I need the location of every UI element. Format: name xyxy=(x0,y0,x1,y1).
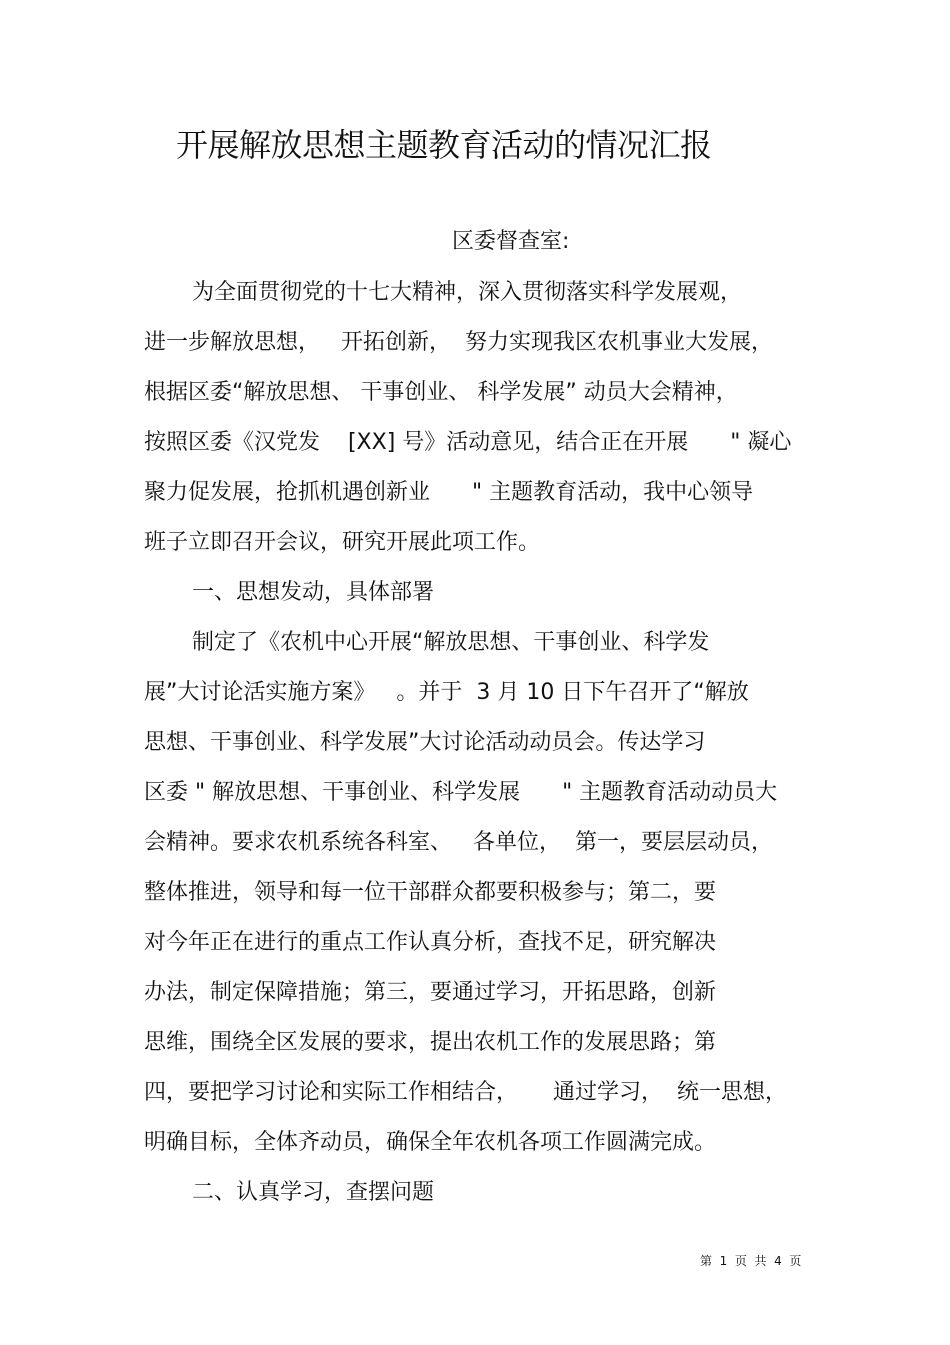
document-title: 开展解放思想主题教育活动的情况汇报 xyxy=(176,126,712,164)
paragraph-line: 会精神。要求农机系统各科室、 各单位， 第一，要层层动员， xyxy=(144,830,773,855)
paragraph-line: 整体推进，领导和每一位干部群众都要积极参与；第二，要 xyxy=(144,880,717,905)
author-line: 区委督查室: xyxy=(452,229,570,254)
paragraph-line: 区委 " 解放思想、干事创业、科学发展 " 主题教育活动动员大 xyxy=(144,780,778,805)
paragraph-line: 展”大讨论活实施方案》 。并于 3 月 10 日下午召开了“解放 xyxy=(144,680,749,705)
paragraph-line: 制定了《农机中心开展“解放思想、干事创业、科学发 xyxy=(192,630,710,655)
paragraph-line: 四，要把学习讨论和实际工作相结合， 通过学习， 统一思想， xyxy=(144,1080,787,1105)
paragraph-line: 根据区委“解放思想、 干事创业、 科学发展” 动员大会精神， xyxy=(144,380,738,405)
paragraph-line: 进一步解放思想， 开拓创新， 努力实现我区农机事业大发展， xyxy=(144,330,773,355)
paragraph-line: 聚力促发展，抢抓机遇创新业 " 主题教育活动，我中心领导 xyxy=(144,480,754,505)
paragraph-line: 对今年正在进行的重点工作认真分析，查找不足，研究解决 xyxy=(144,930,717,955)
paragraph-line: 按照区委《汉党发 [XX] 号》活动意见，结合正在开展 " 凝心 xyxy=(144,430,792,455)
paragraph-line: 明确目标，全体齐动员，确保全年农机各项工作圆满完成。 xyxy=(144,1130,717,1155)
section-heading: 一、思想发动，具体部署 xyxy=(192,580,435,605)
section-heading: 二、认真学习，查摆问题 xyxy=(192,1180,435,1205)
page-number: 第 1 页 共 4 页 xyxy=(700,1254,802,1268)
paragraph-line: 思想、干事创业、科学发展”大讨论活动动员会。传达学习 xyxy=(144,730,706,755)
paragraph-line: 思维，围绕全区发展的要求，提出农机工作的发展思路；第 xyxy=(144,1030,717,1055)
paragraph-line: 办法，制定保障措施；第三，要通过学习，开拓思路，创新 xyxy=(144,980,717,1005)
paragraph-line: 班子立即召开会议，研究开展此项工作。 xyxy=(144,530,541,555)
paragraph-line: 为全面贯彻党的十七大精神，深入贯彻落实科学发展观， xyxy=(192,280,743,305)
